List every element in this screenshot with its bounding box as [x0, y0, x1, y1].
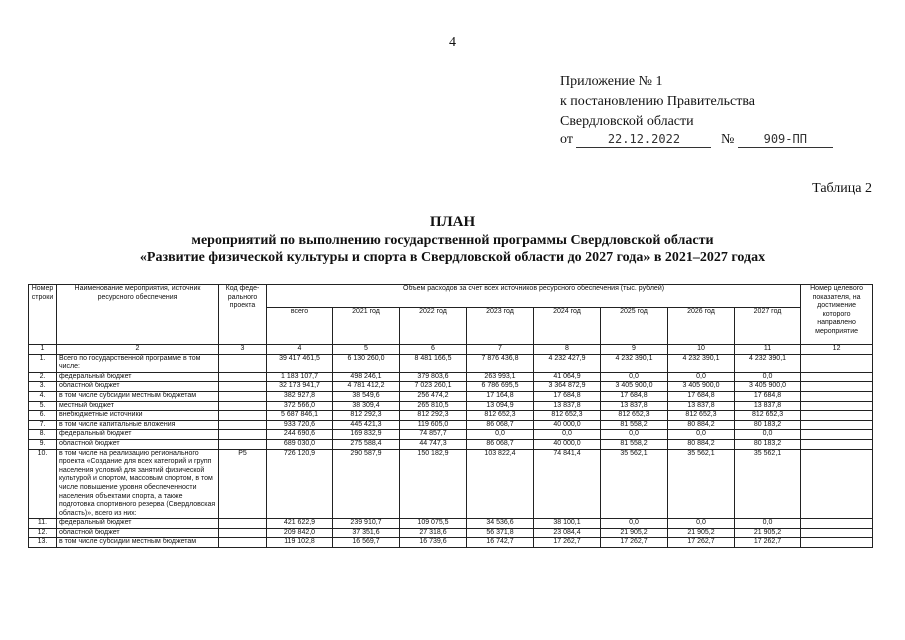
year-2025-cell: 4 232 390,1	[601, 354, 668, 372]
year-2026-cell: 812 652,3	[668, 411, 735, 421]
table-row	[29, 439, 873, 449]
code-cell	[219, 354, 267, 372]
year-2025-cell: 17 684,8	[601, 391, 668, 401]
document-subtitle-1: мероприятий по выполнению государственной программы Свердловской области	[191, 233, 714, 248]
year-2023-cell: 13 094,9	[467, 401, 534, 411]
year-2024-cell: 4 232 427,9	[534, 354, 601, 372]
resolution-date: 22.12.2022	[576, 131, 711, 148]
code-cell	[219, 538, 267, 548]
year-2026-cell: 0,0	[668, 430, 735, 440]
year-2023-cell: 7 876 436,8	[467, 354, 534, 372]
target-cell	[801, 354, 873, 372]
year-2025-cell: 81 558,2	[601, 439, 668, 449]
column-number: 10	[668, 345, 735, 355]
row-number-cell: 7.	[29, 420, 57, 430]
column-number: 2	[57, 345, 219, 355]
year-2022-cell: 27 318,6	[400, 528, 467, 538]
resolution-reference	[560, 130, 833, 150]
name-cell: внебюджетные источники	[57, 411, 219, 421]
header-volume: Объем расходов за счет всех источников ресурсного обеспечения (тыс. рублей)	[267, 285, 801, 308]
year-2023-cell: 812 652,3	[467, 411, 534, 421]
table-row	[29, 372, 873, 382]
year-2021-cell: 445 421,3	[333, 420, 400, 430]
name-cell: Всего по государственной программе в том числе:	[57, 354, 219, 372]
target-cell	[801, 401, 873, 411]
table-row	[29, 430, 873, 440]
target-cell	[801, 420, 873, 430]
year-2025-cell: 0,0	[601, 372, 668, 382]
table-row	[29, 528, 873, 538]
year-2022-cell: 7 023 260,1	[400, 382, 467, 392]
year-2021-cell: 37 351,6	[333, 528, 400, 538]
year-2025-cell: 35 562,1	[601, 449, 668, 519]
table-row	[29, 391, 873, 401]
year-2023-cell: 6 786 695,5	[467, 382, 534, 392]
name-cell: местный бюджет	[57, 401, 219, 411]
code-cell: Р5	[219, 449, 267, 519]
column-number: 8	[534, 345, 601, 355]
year-2026-cell: 17 262,7	[668, 538, 735, 548]
year-2024-cell: 17 684,8	[534, 391, 601, 401]
target-cell	[801, 538, 873, 548]
code-cell	[219, 382, 267, 392]
year-2026-cell: 13 837,8	[668, 401, 735, 411]
year-2024-cell: 23 084,4	[534, 528, 601, 538]
header-total: всего	[267, 308, 333, 345]
year-2027-cell: 812 652,3	[735, 411, 801, 421]
table-row	[29, 401, 873, 411]
year-2026-cell: 4 232 390,1	[668, 354, 735, 372]
year-2027-cell: 3 405 900,0	[735, 382, 801, 392]
total-cell: 119 102,8	[267, 538, 333, 548]
header-year-2023: 2023 год	[467, 308, 534, 345]
year-2026-cell: 3 405 900,0	[668, 382, 735, 392]
year-2023-cell: 103 822,4	[467, 449, 534, 519]
appendix-line-3: Свердловской области	[560, 114, 694, 129]
row-number-cell: 12.	[29, 528, 57, 538]
year-2026-cell: 0,0	[668, 519, 735, 529]
year-2022-cell: 8 481 166,5	[400, 354, 467, 372]
year-2027-cell: 80 183,2	[735, 420, 801, 430]
column-number: 7	[467, 345, 534, 355]
year-2027-cell: 0,0	[735, 372, 801, 382]
row-number-cell: 6.	[29, 411, 57, 421]
target-cell	[801, 382, 873, 392]
year-2023-cell: 16 742,7	[467, 538, 534, 548]
total-cell: 421 622,9	[267, 519, 333, 529]
total-cell: 1 183 107,7	[267, 372, 333, 382]
table-label: Таблица 2	[812, 181, 872, 196]
year-2027-cell: 0,0	[735, 519, 801, 529]
table-row	[29, 411, 873, 421]
total-cell: 933 720,6	[267, 420, 333, 430]
year-2023-cell: 56 371,8	[467, 528, 534, 538]
header-year-2026: 2026 год	[668, 308, 735, 345]
row-number-cell: 3.	[29, 382, 57, 392]
column-number: 6	[400, 345, 467, 355]
year-2027-cell: 80 183,2	[735, 439, 801, 449]
year-2024-cell: 74 841,4	[534, 449, 601, 519]
header-row-number: Номер строки	[29, 285, 57, 345]
year-2023-cell: 263 993,1	[467, 372, 534, 382]
column-number: 11	[735, 345, 801, 355]
year-2022-cell: 812 292,3	[400, 411, 467, 421]
row-number-cell: 1.	[29, 354, 57, 372]
header-year-2021: 2021 год	[333, 308, 400, 345]
table-header	[29, 285, 873, 355]
year-2022-cell: 256 474,2	[400, 391, 467, 401]
year-2021-cell: 38 309,4	[333, 401, 400, 411]
year-2024-cell: 3 364 872,9	[534, 382, 601, 392]
year-2023-cell: 86 068,7	[467, 420, 534, 430]
code-cell	[219, 411, 267, 421]
target-cell	[801, 519, 873, 529]
year-2025-cell: 812 652,3	[601, 411, 668, 421]
year-2021-cell: 290 587,9	[333, 449, 400, 519]
target-cell	[801, 411, 873, 421]
code-cell	[219, 519, 267, 529]
year-2027-cell: 0,0	[735, 430, 801, 440]
year-2024-cell: 38 100,1	[534, 519, 601, 529]
total-cell: 689 030,0	[267, 439, 333, 449]
year-2021-cell: 498 246,1	[333, 372, 400, 382]
year-2024-cell: 812 652,3	[534, 411, 601, 421]
column-number: 3	[219, 345, 267, 355]
year-2025-cell: 21 905,2	[601, 528, 668, 538]
code-cell	[219, 430, 267, 440]
column-number-row	[29, 345, 873, 355]
year-2022-cell: 44 747,3	[400, 439, 467, 449]
year-2026-cell: 17 684,8	[668, 391, 735, 401]
year-2027-cell: 35 562,1	[735, 449, 801, 519]
header-name: Наименование мероприятия, источник ресурсного обеспечения	[57, 285, 219, 345]
year-2022-cell: 150 182,9	[400, 449, 467, 519]
row-number-cell: 9.	[29, 439, 57, 449]
year-2021-cell: 275 588,4	[333, 439, 400, 449]
year-2027-cell: 21 905,2	[735, 528, 801, 538]
from-label: от	[560, 132, 573, 147]
total-cell: 39 417 461,5	[267, 354, 333, 372]
name-cell: в том числе субсидии местным бюджетам	[57, 391, 219, 401]
header-year-2022: 2022 год	[400, 308, 467, 345]
target-cell	[801, 439, 873, 449]
target-cell	[801, 528, 873, 538]
total-cell: 5 687 846,1	[267, 411, 333, 421]
total-cell: 382 927,8	[267, 391, 333, 401]
table-row	[29, 519, 873, 529]
year-2022-cell: 379 803,6	[400, 372, 467, 382]
appendix-line-1: Приложение № 1	[560, 74, 663, 89]
column-number: 9	[601, 345, 668, 355]
total-cell: 244 690,6	[267, 430, 333, 440]
table-row	[29, 420, 873, 430]
year-2022-cell: 265 810,5	[400, 401, 467, 411]
table-row	[29, 538, 873, 548]
name-cell: областной бюджет	[57, 528, 219, 538]
year-2025-cell: 0,0	[601, 519, 668, 529]
resolution-number: 909-ПП	[738, 131, 833, 148]
year-2021-cell: 169 832,9	[333, 430, 400, 440]
year-2026-cell: 80 884,2	[668, 439, 735, 449]
column-number: 5	[333, 345, 400, 355]
year-2024-cell: 13 837,8	[534, 401, 601, 411]
column-number: 4	[267, 345, 333, 355]
year-2022-cell: 119 605,0	[400, 420, 467, 430]
year-2026-cell: 21 905,2	[668, 528, 735, 538]
table-row	[29, 354, 873, 372]
year-2026-cell: 35 562,1	[668, 449, 735, 519]
name-cell: в том числе на реализацию регионального проекта «Создание для всех категорий и групп населения условий для занятий физической культурой и спортом, массовым спортом, в том числе повышение уровня обеспеченности населения объектами спорта, а также подготовка спортивного резерва (Свердловская область)», всего из них:	[57, 449, 219, 519]
target-cell	[801, 391, 873, 401]
row-number-cell: 10.	[29, 449, 57, 519]
year-2024-cell: 17 262,7	[534, 538, 601, 548]
year-2026-cell: 80 884,2	[668, 420, 735, 430]
column-number: 12	[801, 345, 873, 355]
target-cell	[801, 449, 873, 519]
header-year-2027: 2027 год	[735, 308, 801, 345]
year-2025-cell: 81 558,2	[601, 420, 668, 430]
name-cell: федеральный бюджет	[57, 372, 219, 382]
number-label: №	[720, 132, 735, 147]
year-2021-cell: 6 130 260,0	[333, 354, 400, 372]
table-row	[29, 449, 873, 519]
year-2022-cell: 16 739,6	[400, 538, 467, 548]
total-cell: 209 842,0	[267, 528, 333, 538]
year-2023-cell: 0,0	[467, 430, 534, 440]
total-cell: 372 566,0	[267, 401, 333, 411]
year-2021-cell: 812 292,3	[333, 411, 400, 421]
total-cell: 726 120,9	[267, 449, 333, 519]
row-number-cell: 2.	[29, 372, 57, 382]
row-number-cell: 4.	[29, 391, 57, 401]
name-cell: в том числе субсидии местным бюджетам	[57, 538, 219, 548]
year-2022-cell: 109 075,5	[400, 519, 467, 529]
year-2021-cell: 239 910,7	[333, 519, 400, 529]
year-2021-cell: 38 549,6	[333, 391, 400, 401]
year-2027-cell: 17 684,8	[735, 391, 801, 401]
target-cell	[801, 372, 873, 382]
year-2023-cell: 17 164,8	[467, 391, 534, 401]
year-2025-cell: 13 837,8	[601, 401, 668, 411]
table-row	[29, 382, 873, 392]
name-cell: в том числе капитальные вложения	[57, 420, 219, 430]
code-cell	[219, 391, 267, 401]
year-2027-cell: 13 837,8	[735, 401, 801, 411]
name-cell: федеральный бюджет	[57, 430, 219, 440]
row-number-cell: 13.	[29, 538, 57, 548]
name-cell: областной бюджет	[57, 382, 219, 392]
year-2027-cell: 17 262,7	[735, 538, 801, 548]
plan-table	[28, 284, 873, 548]
code-cell	[219, 372, 267, 382]
year-2025-cell: 0,0	[601, 430, 668, 440]
header-code: Код феде-рального проекта	[219, 285, 267, 345]
document-title: ПЛАН	[429, 214, 476, 230]
target-cell	[801, 430, 873, 440]
code-cell	[219, 528, 267, 538]
year-2021-cell: 16 569,7	[333, 538, 400, 548]
document-subtitle-2: «Развитие физической культуры и спорта в Свердловской области до 2027 года» в 2021–2027 годах	[139, 250, 766, 265]
header-year-2025: 2025 год	[601, 308, 668, 345]
year-2027-cell: 4 232 390,1	[735, 354, 801, 372]
row-number-cell: 11.	[29, 519, 57, 529]
year-2025-cell: 17 262,7	[601, 538, 668, 548]
year-2025-cell: 3 405 900,0	[601, 382, 668, 392]
code-cell	[219, 420, 267, 430]
total-cell: 32 173 941,7	[267, 382, 333, 392]
column-number: 1	[29, 345, 57, 355]
year-2024-cell: 40 000,0	[534, 420, 601, 430]
year-2024-cell: 40 000,0	[534, 439, 601, 449]
appendix-line-2: к постановлению Правительства	[560, 94, 756, 109]
year-2024-cell: 41 064,9	[534, 372, 601, 382]
table-body	[29, 354, 873, 547]
row-number-cell: 5.	[29, 401, 57, 411]
year-2023-cell: 86 068,7	[467, 439, 534, 449]
code-cell	[219, 401, 267, 411]
header-year-2024: 2024 год	[534, 308, 601, 345]
name-cell: областной бюджет	[57, 439, 219, 449]
year-2021-cell: 4 781 412,2	[333, 382, 400, 392]
name-cell: федеральный бюджет	[57, 519, 219, 529]
page-number: 4	[449, 35, 456, 50]
code-cell	[219, 439, 267, 449]
year-2024-cell: 0,0	[534, 430, 601, 440]
year-2023-cell: 34 536,6	[467, 519, 534, 529]
year-2026-cell: 0,0	[668, 372, 735, 382]
header-target: Номер целевого показателя, на достижение которого направлено мероприятие	[801, 285, 873, 345]
year-2022-cell: 74 857,7	[400, 430, 467, 440]
row-number-cell: 8.	[29, 430, 57, 440]
